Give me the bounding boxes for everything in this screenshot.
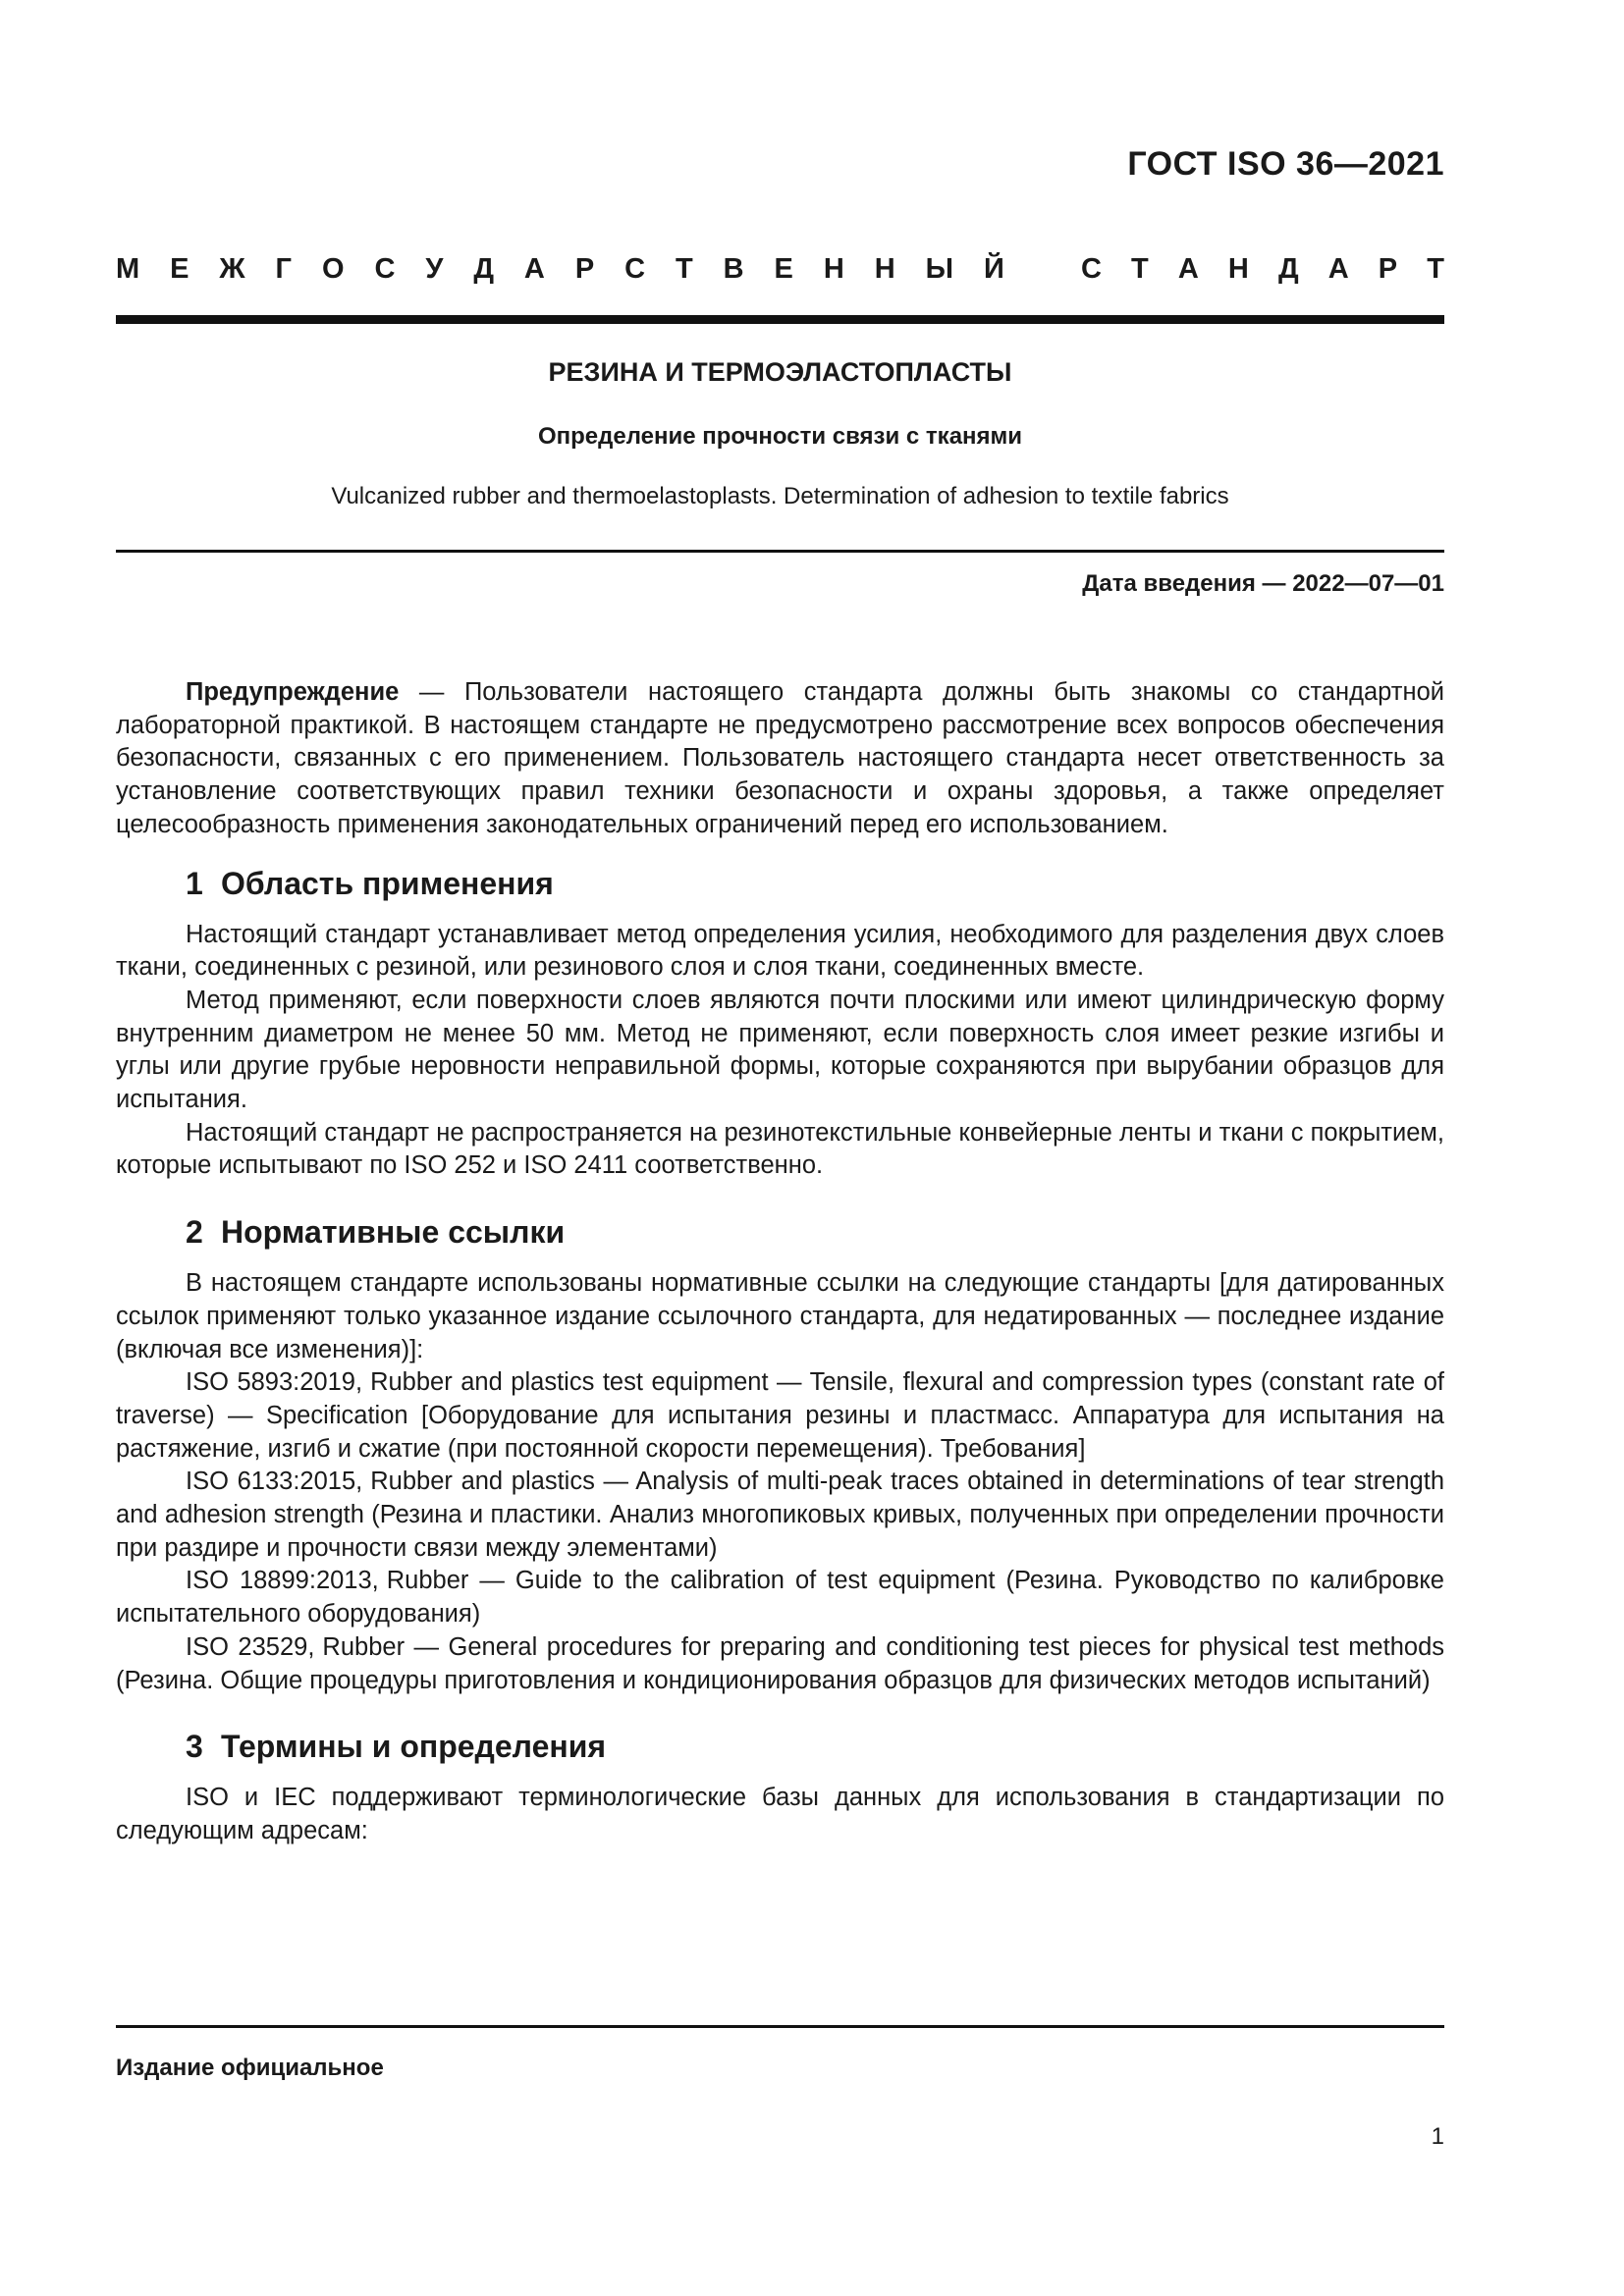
document-code: ГОСТ ISO 36—2021 [1127, 145, 1444, 183]
banner-letter: С [1081, 253, 1102, 285]
section-3-heading [116, 1727, 1444, 1766]
section-title: Область применения [221, 865, 554, 901]
standard-type-banner [116, 253, 1444, 286]
banner-letter: А [523, 253, 545, 285]
warning-label: Предупреждение [186, 678, 400, 706]
header-rule [116, 315, 1444, 324]
page-number: 1 [1431, 2123, 1444, 2150]
section-3-paragraph: ISO и IEC поддерживают терминологические базы данных для использования в стандартизации по следующим адресам: [116, 1784, 1444, 1844]
section-2-heading [116, 1212, 1444, 1252]
warning-text: — Пользователи настоящего стандарта должны быть знакомы со стандартной лабораторной практикой. В настоящем стандарте не предусмотрено рассмотрение всех вопросов обеспечения безопасности, связанных с его применением. Пользователь настоящего стандарта несет ответственность за установление соответствующих правил техники безопасности и охраны здоровья, а также определяет целесообразность применения законодательных ограничений перед его использованием. [116, 678, 1444, 838]
reference-item [116, 1366, 1444, 1466]
banner-letter: Р [574, 253, 595, 285]
warning-paragraph [116, 676, 1444, 842]
banner-letter: Д [1277, 253, 1299, 285]
banner-letter: Ж [219, 253, 245, 285]
banner-letter: У [425, 253, 444, 285]
reference-text: Rubber — General procedures for preparing and conditioning test pieces for physical test methods (Резина. Общие процедуры приготовления и кондиционирования образцов для физических методов испытаний) [116, 1632, 1444, 1694]
section-1-paragraph: Настоящий стандарт устанавливает метод определения усилия, необходимого для разделения двух слоев ткани, соединенных с резиной, или резинового слоя и слоя ткани, соединенных вместе. [116, 920, 1444, 982]
introduction-date: Дата введения — 2022—07—01 [1082, 570, 1444, 597]
banner-letter: Д [473, 253, 494, 285]
section-1-paragraph: Метод применяют, если поверхности слоев являются почти плоскими или имеют цилиндрическую форму внутренним диаметром не менее 50 мм. Метод не применяют, если поверхность слоя имеет резкие изгибы и углы или другие грубые неровности неправильной формы, которые сохраняются при вырубании образцов для испытания. [116, 986, 1444, 1114]
banner-letter: А [1327, 253, 1349, 285]
banner-letter: Й [983, 253, 1004, 285]
document-body [116, 676, 1444, 1848]
banner-letter: Е [170, 253, 189, 285]
section-number: 1 [186, 865, 203, 901]
banner-letter: В [723, 253, 744, 285]
banner-letter: Т [1427, 253, 1444, 285]
title-en: Vulcanized rubber and thermoelastoplasts. Determination of adhesion to textile fabrics [331, 483, 1229, 509]
reference-id: ISO 5893:2019, [186, 1368, 363, 1397]
section-number: 2 [186, 1214, 203, 1251]
banner-letter: Р [1378, 253, 1398, 285]
footer-rule [116, 2025, 1444, 2028]
banner-letter: Е [774, 253, 793, 285]
banner-letter: М [116, 253, 140, 285]
reference-id: ISO 18899:2013, [186, 1567, 379, 1595]
title-rule [116, 550, 1444, 553]
reference-item [116, 1631, 1444, 1697]
reference-text: Rubber and plastics test equipment — Tensile, flexural and compression types (constant rate of traverse) — Specification [Оборудование для испытания резины и пластмасс. Аппаратура для испытания на растяжение, изгиб и сжатие (при постоянной скорости перемещения). Требования] [116, 1368, 1444, 1463]
reference-text: Rubber and plastics — Analysis of multi-peak traces obtained in determinations of tear strength and adhesion strength (Резина и пластики. Анализ многопиковых кривых, полученных при определении прочности при раздире и прочности связи между элементами) [116, 1468, 1445, 1562]
banner-word-interstate [116, 253, 1004, 286]
subtitle-ru: Определение прочности связи с тканями [537, 423, 1023, 450]
section-title: Термины и определения [221, 1729, 607, 1765]
banner-letter: О [321, 253, 345, 285]
banner-letter: Н [823, 253, 844, 285]
section-1-paragraph: Настоящий стандарт не распространяется на резинотекстильные конвейерные ленты и ткани с покрытием, которые испытывают по ISO 252 и ISO 2411 соответственно. [116, 1118, 1444, 1180]
section-1-heading [116, 864, 1444, 903]
banner-letter: А [1177, 253, 1199, 285]
banner-letter: Ы [925, 253, 953, 285]
edition-label: Издание официальное [116, 2055, 384, 2081]
reference-text: Rubber — Guide to the calibration of test equipment (Резина. Руководство по калибровке испытательного оборудования) [116, 1567, 1444, 1629]
reference-id: ISO 6133:2015, [186, 1468, 363, 1496]
section-title: Нормативные ссылки [221, 1214, 566, 1251]
banner-letter: Н [1227, 253, 1249, 285]
section-2-intro: В настоящем стандарте использованы нормативные ссылки на следующие стандарты [для датированных ссылок применяют только указанное издание ссылочного стандарта, для недатированных — последнее издание (включая все изменения)]: [116, 1269, 1444, 1363]
banner-letter: С [374, 253, 396, 285]
section-number: 3 [186, 1729, 203, 1765]
banner-letter: Н [874, 253, 895, 285]
banner-letter: С [624, 253, 646, 285]
title-ru: РЕЗИНА И ТЕРМОЭЛАСТОПЛАСТЫ [548, 357, 1012, 387]
reference-item [116, 1466, 1444, 1565]
banner-letter: Т [1131, 253, 1149, 285]
banner-letter: Т [675, 253, 693, 285]
reference-id: ISO 23529, [186, 1632, 315, 1661]
banner-letter: Г [275, 253, 292, 285]
banner-word-standard [1081, 253, 1444, 286]
reference-item [116, 1565, 1444, 1630]
